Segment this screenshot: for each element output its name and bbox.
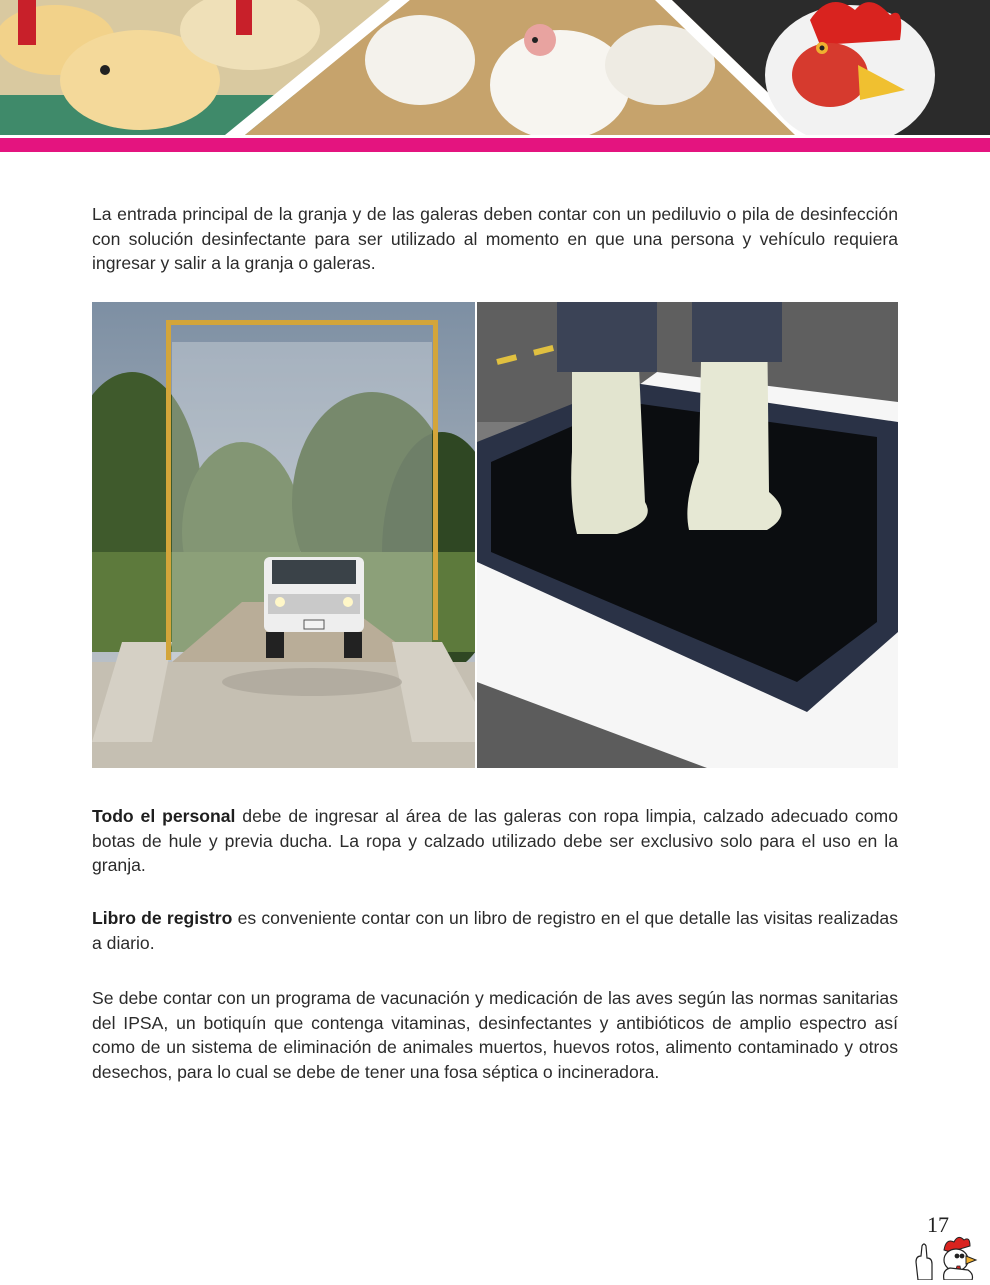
intro-paragraph: La entrada principal de la granja y de las galeras deben contar con un pediluvio o pila de desinfección con solución desinfectante para ser utilizado al momento en que una persona y vehículo requiera ingresar y salir a la granja o galeras. (92, 204, 898, 273)
logbook-paragraph (92, 906, 898, 955)
photo-group (92, 302, 898, 768)
logbook-text: es conveniente contar con un libro de registro en el que detalle las visitas realizadas a diario. (92, 908, 898, 953)
page-number: 17 (927, 1212, 949, 1237)
staff-term: Todo el personal (92, 806, 236, 826)
vaccination-paragraph: Se debe contar con un programa de vacunación y medicación de las aves según las normas sanitarias del IPSA, un botiquín que contenga vitaminas, desinfectantes y antibióticos de amplio espectro así como de un sistema de eliminación de animales muertos, huevos rotos, alimento contaminado y otros desechos, para lo cual se debe de tener una fosa séptica o incineradora. (92, 988, 898, 1082)
rooster-mascot-icon (910, 1234, 980, 1280)
boot-footbath-photo (477, 302, 898, 768)
staff-text: debe de ingresar al área de las galeras con ropa limpia, calzado adecuado como botas de hule y previa ducha. La ropa y calzado utilizado debe ser exclusivo solo para el uso en la granja. (92, 806, 898, 875)
header-accent-bar (0, 138, 990, 152)
logbook-term: Libro de registro (92, 908, 233, 928)
header-banner (0, 0, 990, 135)
staff-paragraph (92, 804, 898, 878)
vehicle-disinfection-arch-photo (92, 302, 475, 768)
